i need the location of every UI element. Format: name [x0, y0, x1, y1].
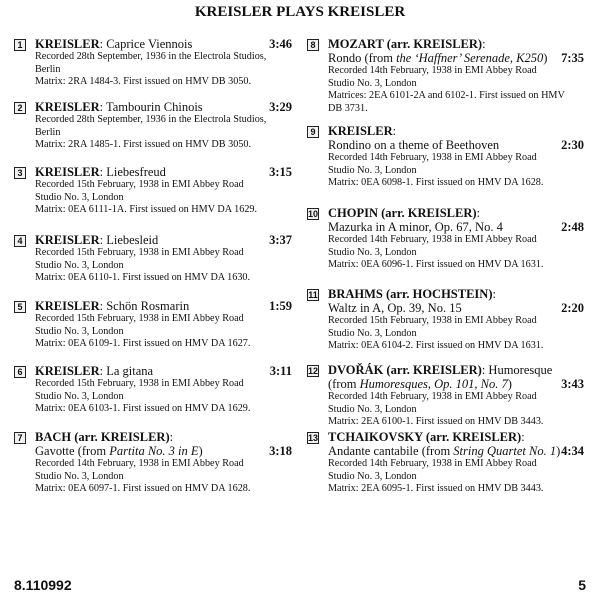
title-text	[328, 377, 512, 391]
recording-detail: Matrix: 0EA 6097-1. First issued on HMV DA 1628.	[35, 483, 251, 494]
recording-detail: DB 3731.	[328, 102, 368, 114]
track-body	[35, 165, 292, 217]
duration: 2:48	[561, 220, 584, 234]
recording-detail: Studio No. 3, London	[328, 327, 417, 339]
track-heading	[328, 124, 584, 138]
title-segment: (from	[328, 377, 360, 391]
track-heading	[328, 37, 584, 51]
title-segment: Humoresques, Op. 101, No. 7	[359, 377, 508, 391]
track-title	[328, 51, 584, 65]
track-body	[328, 363, 584, 429]
track-entry	[14, 299, 292, 351]
title-segment: Liebesfreud	[106, 165, 166, 179]
composer: KREISLER	[35, 100, 100, 114]
heading-text: KREISLER: Tambourin Chinois	[35, 100, 203, 114]
track-number-box: 10	[308, 209, 319, 219]
recording-detail: Matrix: 0EA 6110-1. First issued on HMV DA 1630.	[35, 272, 251, 283]
recording-detail: Recorded 15th February, 1938 in EMI Abbey Road	[35, 247, 244, 258]
track-number-box: 13	[308, 433, 319, 443]
recording-detail: Matrix: 2RA 1484-3. First issued on HMV DB 3050.	[35, 76, 252, 87]
composer: KREISLER	[35, 37, 100, 51]
heading-text: KREISLER: La gitana	[35, 364, 154, 378]
track-body	[35, 233, 292, 285]
track-heading	[35, 37, 292, 51]
duration: 3:15	[269, 165, 292, 179]
title-segment: Liebesleid	[106, 233, 159, 247]
recording-detail: Studio No. 3, London	[328, 470, 417, 482]
recording-detail: Recorded 15th February, 1938 in EMI Abbey Road	[35, 179, 244, 190]
duration: 2:30	[561, 138, 584, 152]
title-segment: Caprice Viennois	[106, 37, 193, 51]
page-number: 5	[578, 577, 586, 593]
recording-detail: Recorded 14th February, 1938 in EMI Abbey Road	[328, 65, 537, 76]
track-heading	[328, 363, 584, 377]
recording-detail: Matrix: 2RA 1485-1. First issued on HMV DB 3050.	[35, 139, 252, 150]
heading-text: MOZART (arr. KREISLER):	[328, 37, 486, 51]
recording-detail: Matrix: 0EA 6109-1. First issued on HMV DA 1627.	[35, 338, 251, 349]
title-segment: Mazurka in A minor, Op. 67, No. 4	[328, 220, 503, 234]
recording-detail: Matrix: 0EA 6104-2. First issued on HMV DA 1631.	[328, 340, 544, 351]
track-heading	[328, 206, 584, 220]
title-segment: Humoresque	[488, 363, 553, 377]
recording-detail: Studio No. 3, London	[35, 259, 124, 271]
track-entry	[307, 287, 584, 353]
title-segment: Rondo (from	[328, 51, 397, 65]
duration: 3:46	[269, 37, 292, 51]
track-number-box: 6	[14, 366, 26, 378]
recording-detail: Recorded 14th February, 1938 in EMI Abbey Road	[328, 458, 537, 469]
duration: 3:18	[269, 444, 292, 458]
track-title	[328, 444, 584, 458]
track-title	[35, 444, 292, 458]
track-number-box: 2	[14, 102, 26, 114]
title-segment: the ‘Haffner’ Serenade	[396, 51, 510, 65]
recording-detail: Recorded 28th September, 1936 in the Electrola Studios,	[35, 114, 267, 125]
catalog-number: 8.110992	[14, 577, 72, 593]
heading-text: KREISLER: Liebesleid	[35, 233, 159, 247]
track-title	[328, 138, 584, 152]
track-number-box: 7	[14, 432, 26, 444]
composer: MOZART (arr. KREISLER)	[328, 37, 483, 51]
composer: TCHAIKOVSKY (arr. KREISLER)	[328, 430, 522, 444]
recording-detail: Recorded 14th February, 1938 in EMI Abbey Road	[35, 458, 244, 469]
title-text	[328, 138, 499, 152]
heading-text: KREISLER: Schön Rosmarin	[35, 299, 190, 313]
title-text	[35, 444, 203, 458]
title-text	[328, 301, 462, 315]
recording-detail: Recorded 14th February, 1938 in EMI Abbey Road	[328, 391, 537, 402]
track-number-box: 4	[14, 235, 26, 247]
heading-text: BACH (arr. KREISLER):	[35, 430, 174, 444]
recording-detail: Matrices: 2EA 6101-2A and 6102-1. First issued on HMV	[328, 90, 565, 101]
track-body	[328, 287, 584, 353]
recording-detail: Matrix: 0EA 6096-1. First issued on HMV DA 1631.	[328, 259, 544, 270]
title-segment: )	[556, 444, 561, 458]
title-segment: String Quartet No. 1	[453, 444, 557, 458]
title-segment: )	[543, 51, 548, 65]
recording-detail: Recorded 15th February, 1938 in EMI Abbey Road	[328, 315, 537, 326]
recording-detail: Recorded 28th September, 1936 in the Electrola Studios,	[35, 51, 267, 62]
title-segment: )	[507, 377, 512, 391]
track-number-box: 9	[307, 126, 319, 138]
track-entry	[307, 206, 584, 272]
recording-detail: Studio No. 3, London	[328, 246, 417, 258]
recording-detail: Studio No. 3, London	[35, 191, 124, 203]
track-heading	[35, 165, 292, 179]
heading-text: KREISLER:	[328, 124, 397, 138]
track-entry	[307, 124, 584, 190]
title-segment: Gavotte (from	[35, 444, 110, 458]
title-segment: Rondino on a theme of Beethoven	[328, 138, 500, 152]
duration: 3:37	[269, 233, 292, 247]
track-entry	[14, 100, 292, 152]
title-text	[328, 444, 560, 458]
track-heading	[35, 299, 292, 313]
track-entry	[14, 233, 292, 285]
track-body	[328, 124, 584, 190]
track-entry	[14, 165, 292, 217]
heading-text: DVOŘÁK (arr. KREISLER): Humoresque	[328, 363, 553, 377]
track-body	[35, 37, 292, 89]
heading-text: KREISLER: Liebesfreud	[35, 165, 166, 179]
title-segment: Partita No. 3 in E	[109, 444, 199, 458]
title-segment: Waltz in A, Op. 39, No. 15	[328, 301, 462, 315]
track-body	[328, 430, 584, 496]
track-body	[328, 206, 584, 272]
track-body	[35, 299, 292, 351]
heading-text: CHOPIN (arr. KREISLER):	[328, 206, 480, 220]
track-entry	[307, 37, 584, 115]
track-title	[328, 301, 584, 315]
recording-detail: Matrix: 2EA 6100-1. First issued on HMV DB 3443.	[328, 416, 544, 427]
heading-text: TCHAIKOVSKY (arr. KREISLER):	[328, 430, 525, 444]
recording-detail: Recorded 14th February, 1938 in EMI Abbey Road	[328, 152, 537, 163]
title-segment: Andante cantabile (from	[328, 444, 454, 458]
composer: KREISLER	[35, 299, 100, 313]
recording-detail: Studio No. 3, London	[35, 390, 124, 402]
track-heading	[328, 430, 584, 444]
recording-detail: Recorded 15th February, 1938 in EMI Abbey Road	[35, 313, 244, 324]
track-heading	[35, 430, 292, 444]
recording-detail: Studio No. 3, London	[328, 77, 417, 89]
track-entry	[14, 364, 292, 416]
duration: 1:59	[269, 299, 292, 313]
track-entry	[307, 363, 584, 429]
recording-detail: Studio No. 3, London	[328, 403, 417, 415]
recording-detail: Matrix: 0EA 6103-1. First issued on HMV DA 1629.	[35, 403, 251, 414]
duration: 3:29	[269, 100, 292, 114]
page-title: KREISLER PLAYS KREISLER	[194, 4, 406, 20]
track-heading	[328, 287, 584, 301]
recording-detail: Studio No. 3, London	[35, 470, 124, 482]
recording-detail: Recorded 14th February, 1938 in EMI Abbey Road	[328, 234, 537, 245]
recording-detail: Matrix: 0EA 6098-1. First issued on HMV DA 1628.	[328, 177, 544, 188]
track-body	[35, 100, 292, 152]
composer: KREISLER	[328, 124, 393, 138]
duration: 4:34	[561, 444, 584, 458]
recording-detail: Matrix: 2EA 6095-1. First issued on HMV DB 3443.	[328, 483, 544, 494]
recording-detail: Studio No. 3, London	[35, 325, 124, 337]
composer: KREISLER	[35, 364, 100, 378]
track-body	[35, 364, 292, 416]
composer: DVOŘÁK (arr. KREISLER)	[328, 363, 482, 377]
track-number-box: 3	[14, 167, 26, 179]
composer: BACH (arr. KREISLER)	[35, 430, 170, 444]
track-body	[328, 37, 584, 115]
track-number-box: 11	[308, 290, 318, 300]
composer: BRAHMS (arr. HOCHSTEIN)	[328, 287, 493, 301]
track-heading	[35, 100, 292, 114]
duration: 3:43	[561, 377, 584, 391]
duration: 7:35	[561, 51, 584, 65]
title-segment: Schön Rosmarin	[106, 299, 190, 313]
title-segment: K250	[516, 51, 544, 65]
track-body	[35, 430, 292, 496]
composer: CHOPIN (arr. KREISLER)	[328, 206, 477, 220]
duration: 2:20	[561, 301, 584, 315]
recording-detail: Berlin	[35, 63, 61, 75]
heading-text: KREISLER: Caprice Viennois	[35, 37, 193, 51]
track-heading	[35, 233, 292, 247]
title-segment: )	[198, 444, 203, 458]
title-segment: Tambourin Chinois	[105, 100, 203, 114]
track-number-box: 5	[14, 301, 26, 313]
duration: 3:11	[269, 364, 292, 378]
track-title	[328, 377, 584, 391]
recording-detail: Studio No. 3, London	[328, 164, 417, 176]
track-number-box: 12	[308, 366, 319, 376]
track-number-box: 8	[307, 39, 319, 51]
track-heading	[35, 364, 292, 378]
composer: KREISLER	[35, 233, 100, 247]
title-segment: ,	[509, 51, 517, 65]
recording-detail: Recorded 15th February, 1938 in EMI Abbey Road	[35, 378, 244, 389]
track-entry	[307, 430, 584, 496]
recording-detail: Berlin	[35, 126, 61, 138]
composer: KREISLER	[35, 165, 100, 179]
title-segment: La gitana	[106, 364, 154, 378]
track-title	[328, 220, 584, 234]
recording-detail: Matrix: 0EA 6111-1A. First issued on HMV DA 1629.	[35, 204, 258, 215]
title-text	[328, 51, 547, 65]
title-text	[328, 220, 503, 234]
heading-text: BRAHMS (arr. HOCHSTEIN):	[328, 287, 496, 301]
track-entry	[14, 37, 292, 89]
track-entry	[14, 430, 292, 496]
track-number-box: 1	[14, 39, 26, 51]
